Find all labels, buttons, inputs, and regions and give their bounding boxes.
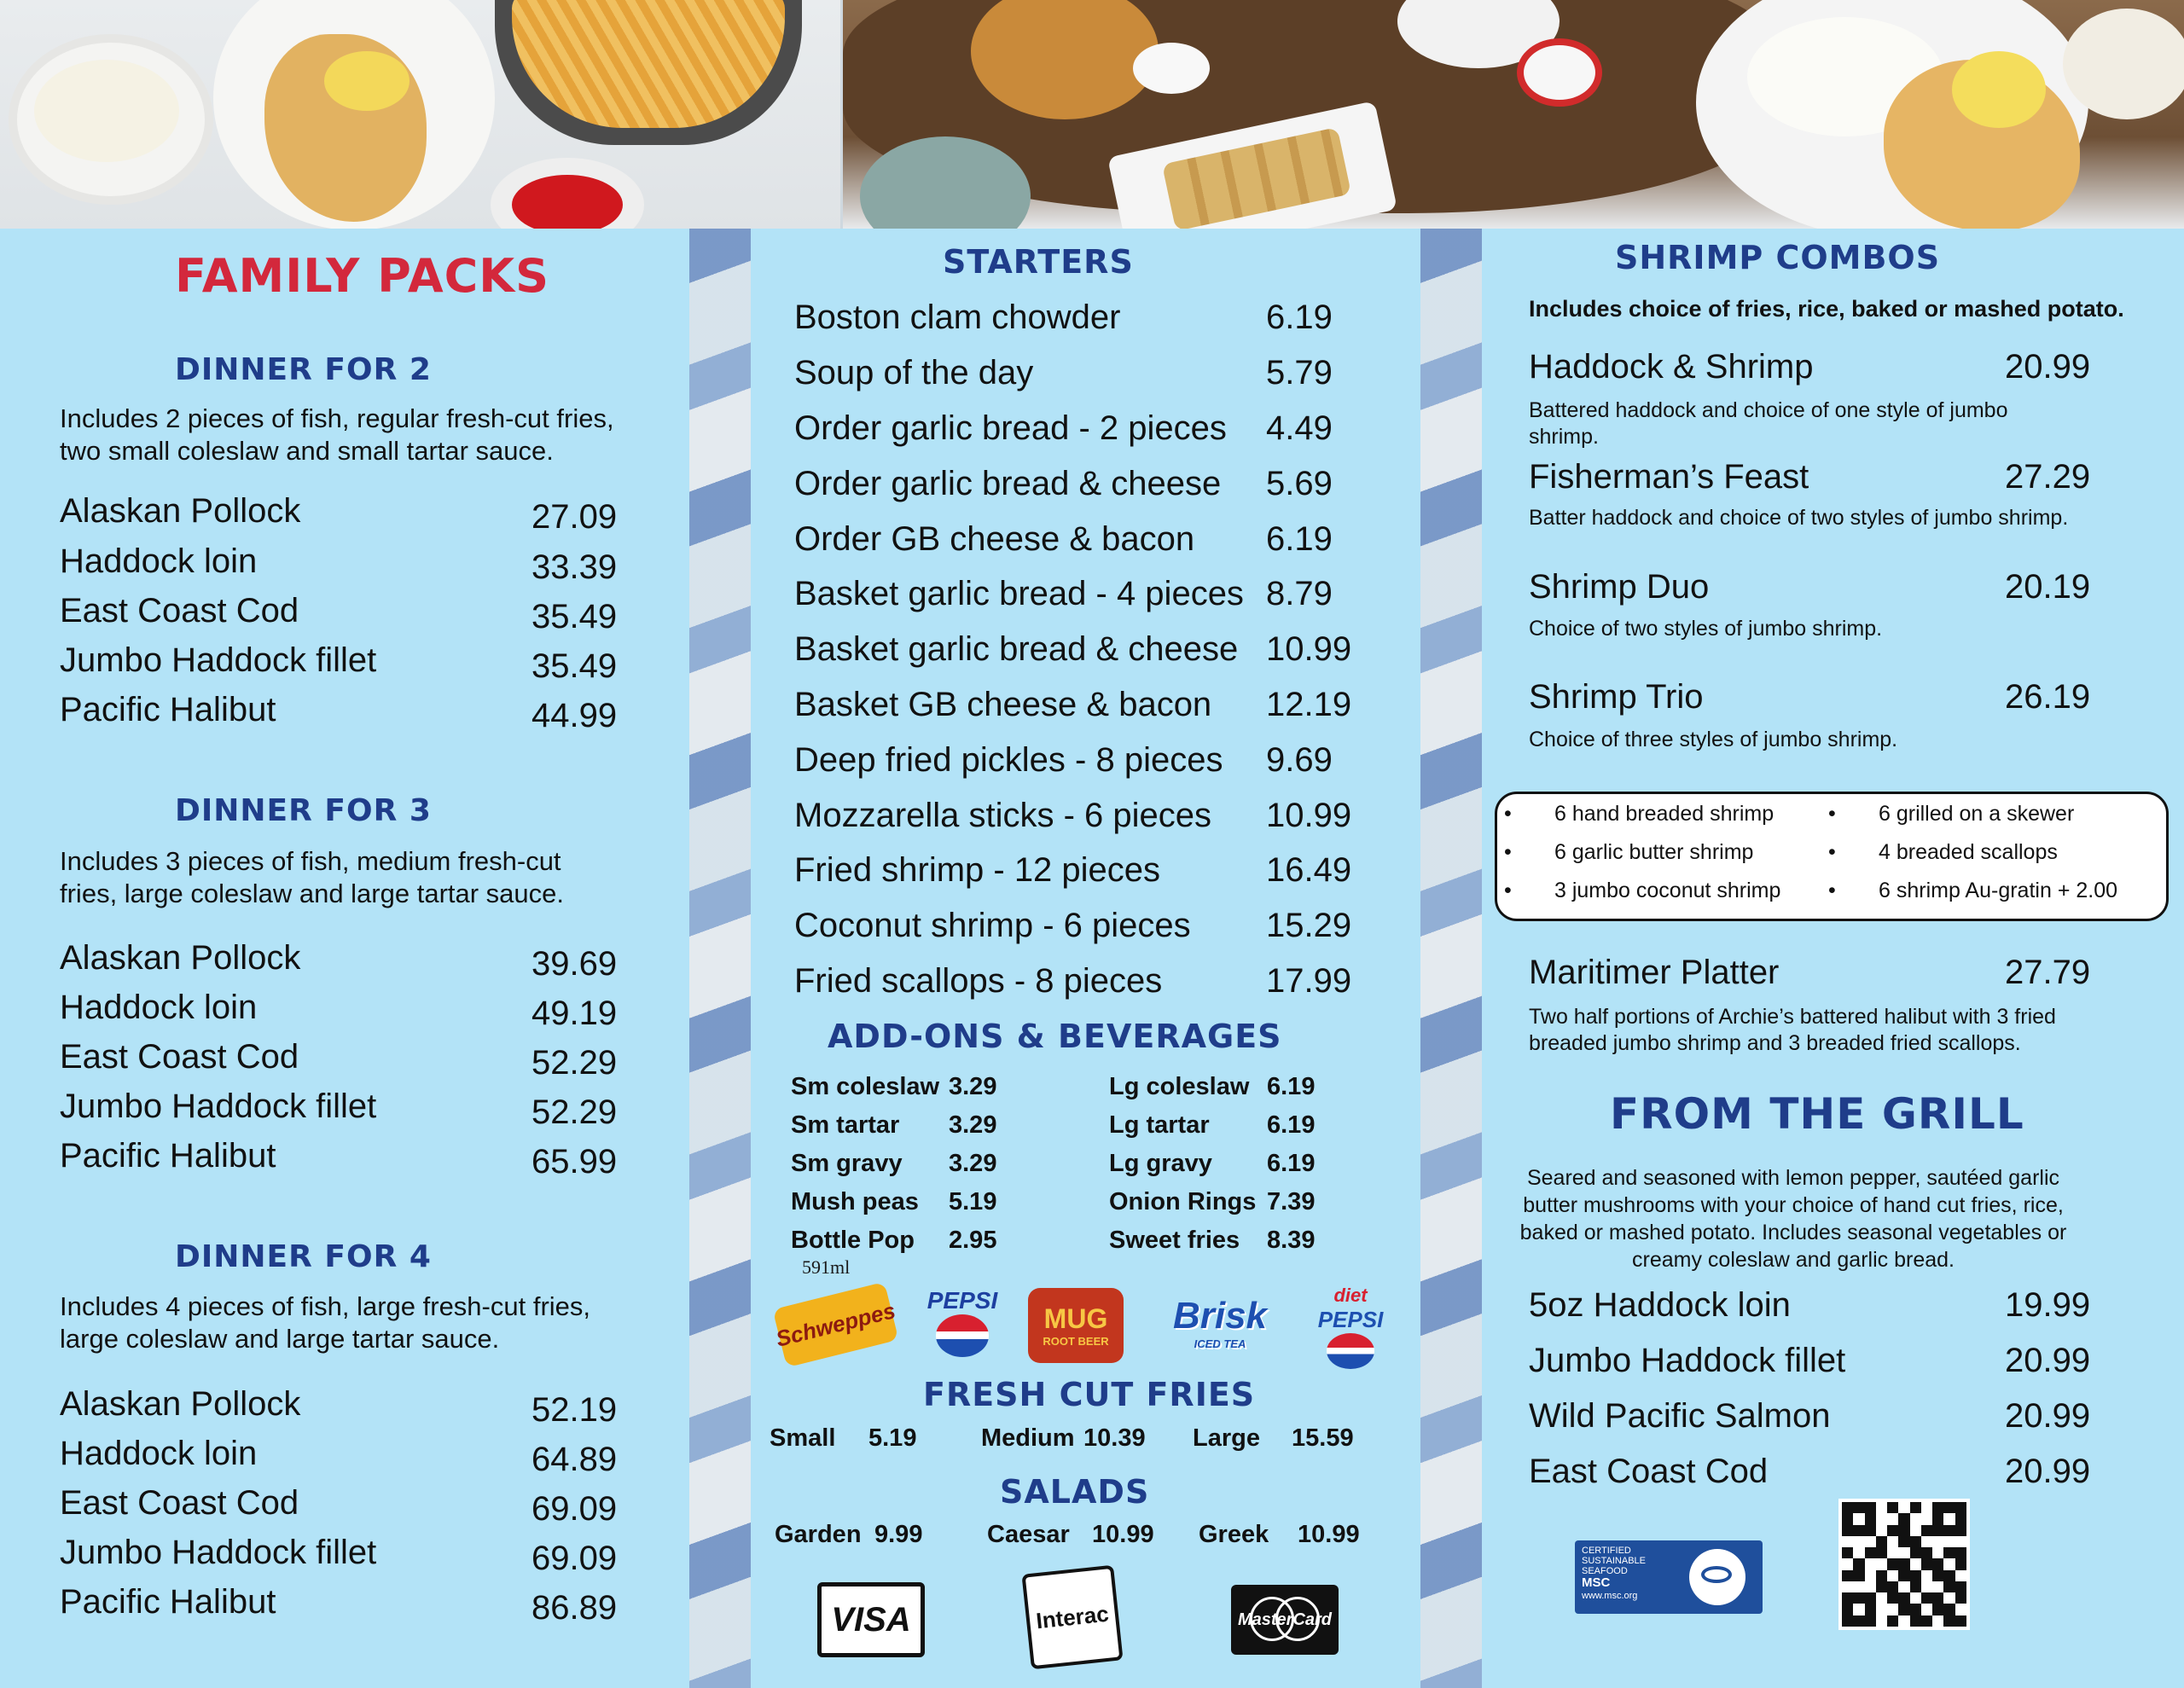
menu-item-name: Mozzarella sticks - 6 pieces <box>794 797 1212 834</box>
menu-item-name: 5oz Haddock loin <box>1529 1286 1791 1324</box>
addon-name: Bottle Pop <box>791 1227 915 1254</box>
addon-price: 7.39 <box>1267 1188 1316 1215</box>
grill-desc: baked or mashed potato. Includes seasonal vegetables or <box>1519 1221 2067 1244</box>
menu-item-price: 8.79 <box>1266 575 1333 612</box>
msc-fish-icon <box>1689 1549 1745 1605</box>
menu-item-name: East Coast Cod <box>1529 1453 1769 1490</box>
addon-price: 6.19 <box>1267 1150 1316 1177</box>
salad-price: 9.99 <box>874 1521 923 1548</box>
dinner-for-2-desc: Includes 2 pieces of fish, regular fresh-cut fries, <box>60 403 614 433</box>
menu-item-name: Basket GB cheese & bacon <box>794 686 1212 723</box>
addon-price: 8.39 <box>1267 1227 1316 1254</box>
pepsi-logo <box>911 1284 1014 1360</box>
addon-name: Lg tartar <box>1109 1111 1210 1139</box>
salads-title: SALADS <box>1000 1473 1150 1511</box>
menu-item-name: Basket garlic bread - 4 pieces <box>794 575 1244 612</box>
fish-background-strip <box>689 229 751 1688</box>
dinner-for-3-desc: Includes 3 pieces of fish, medium fresh-cut <box>60 846 561 876</box>
menu-item-price: 10.99 <box>1266 797 1352 834</box>
shrimp-style-option: 6 grilled on a skewer <box>1879 802 2075 826</box>
msc-text: MSC <box>1582 1575 1611 1591</box>
menu-item-price: 19.99 <box>2005 1286 2091 1324</box>
menu-item-desc: Two half portions of Archie’s battered halibut with 3 fried <box>1529 1005 2056 1029</box>
diet-pepsi-logo <box>1295 1284 1406 1369</box>
menu-item-name: Haddock & Shrimp <box>1529 348 1814 386</box>
from-the-grill-title: FROM THE GRILL <box>1610 1089 2024 1139</box>
mug-logo <box>1028 1288 1124 1363</box>
menu-item-price: 35.49 <box>531 647 618 685</box>
menu-item-name: Jumbo Haddock fillet <box>1529 1342 1846 1379</box>
fries-size-name: Small <box>770 1424 836 1452</box>
menu-item-name: East Coast Cod <box>60 1038 299 1076</box>
msc-text: SEAFOOD <box>1582 1566 1628 1577</box>
menu-item-price: 26.19 <box>2005 678 2091 716</box>
menu-item-name: Shrimp Trio <box>1529 678 1704 716</box>
menu-item-name: Pacific Halibut <box>60 1137 276 1175</box>
menu-item-name: Alaskan Pollock <box>60 492 301 530</box>
menu-item-price: 27.29 <box>2005 458 2091 496</box>
bullet-icon: • <box>1504 879 1512 902</box>
fries-size-price: 15.59 <box>1292 1424 1354 1452</box>
fries-size-price: 5.19 <box>868 1424 917 1452</box>
menu-item-name: Shrimp Duo <box>1529 568 1710 606</box>
menu-item-price: 16.49 <box>1266 851 1352 889</box>
fries-size-name: Medium <box>981 1424 1075 1452</box>
menu-item-price: 33.39 <box>531 548 618 586</box>
menu-item-name: Alaskan Pollock <box>60 1385 301 1423</box>
menu-item-price: 5.79 <box>1266 354 1333 392</box>
pepsi-globe-icon <box>936 1314 989 1357</box>
menu-item-price: 64.89 <box>531 1441 618 1478</box>
fries-title: FRESH CUT FRIES <box>923 1376 1256 1413</box>
food-photo-right <box>843 0 2184 229</box>
menu-item-price: 65.99 <box>531 1143 618 1180</box>
bullet-icon: • <box>1828 840 1836 864</box>
menu-item-name: Haddock loin <box>60 542 258 580</box>
dinner-for-4-desc: Includes 4 pieces of fish, large fresh-cut fries, <box>60 1291 591 1321</box>
menu-item-desc: Batter haddock and choice of two styles of jumbo shrimp. <box>1529 506 2069 530</box>
menu-item-price: 69.09 <box>531 1490 618 1528</box>
addon-name: Sm coleslaw <box>791 1073 940 1100</box>
menu-item-price: 52.29 <box>531 1093 618 1131</box>
menu-item-desc: shrimp. <box>1529 425 1599 449</box>
addon-name: Sm tartar <box>791 1111 900 1139</box>
menu-item-price: 52.29 <box>531 1044 618 1082</box>
addon-price: 6.19 <box>1267 1073 1316 1100</box>
menu-item-desc: Choice of two styles of jumbo shrimp. <box>1529 617 1883 641</box>
bullet-icon: • <box>1828 802 1836 826</box>
menu-item-name: East Coast Cod <box>60 1484 299 1522</box>
menu-item-desc: breaded jumbo shrimp and 3 breaded fried scallops. <box>1529 1031 2021 1055</box>
shrimp-style-option: 3 jumbo coconut shrimp <box>1554 879 1781 902</box>
shrimp-style-option: 4 breaded scallops <box>1879 840 2058 864</box>
menu-item-name: Soup of the day <box>794 354 1034 392</box>
brisk-wordmark: Brisk <box>1172 1294 1268 1337</box>
menu-item-name: Jumbo Haddock fillet <box>60 1088 377 1125</box>
salad-price: 10.99 <box>1298 1521 1360 1548</box>
menu-item-name: Boston clam chowder <box>794 299 1121 336</box>
fries-size-price: 10.39 <box>1083 1424 1146 1452</box>
addon-name: Lg gravy <box>1109 1150 1212 1177</box>
msc-text: CERTIFIED <box>1582 1546 1631 1556</box>
addon-price: 3.29 <box>949 1111 997 1139</box>
menu-item-price: 20.99 <box>2005 1342 2091 1379</box>
msc-label <box>1575 1540 1763 1614</box>
menu-item-name: Haddock loin <box>60 1435 258 1472</box>
dinner-for-4-title: DINNER FOR 4 <box>175 1239 432 1274</box>
menu-item-name: Jumbo Haddock fillet <box>60 1534 377 1571</box>
addon-price: 3.29 <box>949 1073 997 1100</box>
menu-item-price: 69.09 <box>531 1540 618 1577</box>
brisk-logo <box>1156 1288 1284 1356</box>
menu-item-price: 5.69 <box>1266 465 1333 502</box>
menu-item-name: Basket garlic bread & cheese <box>794 630 1239 668</box>
menu-item-price: 17.99 <box>1266 962 1352 1000</box>
grill-desc: creamy coleslaw and garlic bread. <box>1632 1248 1955 1272</box>
menu-item-desc: Battered haddock and choice of one style of jumbo <box>1529 398 2008 422</box>
diet-label: diet <box>1333 1284 1368 1306</box>
msc-text: SUSTAINABLE <box>1582 1556 1646 1567</box>
addon-name: Onion Rings <box>1109 1188 1257 1215</box>
menu-item-price: 49.19 <box>531 995 618 1032</box>
diet-pepsi-wordmark: PEPSI <box>1317 1306 1384 1332</box>
menu-item-price: 15.29 <box>1266 907 1352 944</box>
dinner-for-3-desc: fries, large coleslaw and large tartar sauce. <box>60 879 565 908</box>
mastercard-logo <box>1231 1585 1339 1655</box>
menu-item-name: East Coast Cod <box>60 592 299 629</box>
mastercard-wordmark: MasterCard <box>1237 1610 1333 1629</box>
menu-item-name: Pacific Halibut <box>60 691 276 728</box>
menu-item-name: Fried scallops - 8 pieces <box>794 962 1163 1000</box>
addon-price: 2.95 <box>949 1227 997 1254</box>
iced-tea-label: ICED TEA <box>1194 1337 1246 1350</box>
shrimp-style-option: 6 garlic butter shrimp <box>1554 840 1754 864</box>
interac-logo: Interac <box>1021 1565 1123 1670</box>
menu-item-desc: Choice of three styles of jumbo shrimp. <box>1529 728 1898 751</box>
salad-name: Caesar <box>987 1521 1070 1548</box>
msc-text: www.msc.org <box>1582 1590 1638 1601</box>
menu-item-price: 12.19 <box>1266 686 1352 723</box>
menu-item-price: 6.19 <box>1266 299 1333 336</box>
menu-item-name: Alaskan Pollock <box>60 939 301 977</box>
bullet-icon: • <box>1828 879 1836 902</box>
addon-name: Lg coleslaw <box>1109 1073 1250 1100</box>
menu-item-price: 27.79 <box>2005 954 2091 991</box>
menu-item-name: Deep fried pickles - 8 pieces <box>794 741 1223 779</box>
menu-item-name: Haddock loin <box>60 989 258 1026</box>
dinner-for-2-title: DINNER FOR 2 <box>175 352 432 387</box>
shrimp-combos-title: SHRIMP COMBOS <box>1615 239 1941 276</box>
menu-item-name: Order GB cheese & bacon <box>794 520 1195 558</box>
addons-title: ADD-ONS & BEVERAGES <box>828 1018 1282 1055</box>
salad-name: Garden <box>775 1521 862 1548</box>
dinner-for-4-desc: large coleslaw and large tartar sauce. <box>60 1324 500 1354</box>
menu-item-price: 44.99 <box>531 697 618 734</box>
addon-name: Sweet fries <box>1109 1227 1240 1254</box>
grill-desc: butter mushrooms with your choice of hand cut fries, rice, <box>1523 1193 2064 1217</box>
bullet-icon: • <box>1504 840 1512 864</box>
menu-item-name: Jumbo Haddock fillet <box>60 641 377 679</box>
addon-price: 5.19 <box>949 1188 997 1215</box>
grill-desc: Seared and seasoned with lemon pepper, sautéed garlic <box>1526 1166 2060 1190</box>
menu-item-price: 10.99 <box>1266 630 1352 668</box>
visa-logo: VISA <box>817 1582 925 1657</box>
menu-item-price: 20.99 <box>2005 1453 2091 1490</box>
fries-size-name: Large <box>1193 1424 1260 1452</box>
pepsi-globe-icon <box>1327 1333 1374 1369</box>
menu-item-name: Order garlic bread - 2 pieces <box>794 409 1227 447</box>
pepsi-wordmark: PEPSI <box>926 1287 998 1314</box>
menu-item-name: Wild Pacific Salmon <box>1529 1397 1831 1435</box>
dinner-for-2-desc: two small coleslaw and small tartar sauce. <box>60 436 554 466</box>
mug-wordmark: MUG <box>1043 1303 1108 1334</box>
starters-title: STARTERS <box>943 243 1134 281</box>
menu-item-price: 27.09 <box>531 498 618 536</box>
bottle-size-note: 591ml <box>802 1256 851 1278</box>
addon-name: Mush peas <box>791 1188 919 1215</box>
salad-price: 10.99 <box>1092 1521 1154 1548</box>
root-beer-label: ROOT BEER <box>1043 1335 1109 1348</box>
menu-item-price: 35.49 <box>531 598 618 635</box>
menu-item-name: Order garlic bread & cheese <box>794 465 1222 502</box>
menu-item-price: 20.19 <box>2005 568 2091 606</box>
menu-item-price: 9.69 <box>1266 741 1333 779</box>
menu-item-price: 86.89 <box>531 1589 618 1627</box>
shrimp-combos-subtitle: Includes choice of fries, rice, baked or mashed potato. <box>1529 296 2124 322</box>
menu-item-name: Fried shrimp - 12 pieces <box>794 851 1161 889</box>
menu-item-price: 39.69 <box>531 945 618 983</box>
menu-item-price: 20.99 <box>2005 1397 2091 1435</box>
menu-item-price: 20.99 <box>2005 348 2091 386</box>
schweppes-logo: Schweppes <box>773 1282 899 1368</box>
qr-code-icon[interactable] <box>1838 1499 1970 1630</box>
addon-price: 3.29 <box>949 1150 997 1177</box>
food-photo-left <box>0 0 840 229</box>
bullet-icon: • <box>1504 802 1512 826</box>
menu-item-name: Fisherman’s Feast <box>1529 458 1809 496</box>
menu-item-name: Maritimer Platter <box>1529 954 1780 991</box>
salad-name: Greek <box>1199 1521 1269 1548</box>
menu-item-name: Coconut shrimp - 6 pieces <box>794 907 1191 944</box>
shrimp-style-option: 6 shrimp Au-gratin + 2.00 <box>1879 879 2118 902</box>
family-packs-title: FAMILY PACKS <box>175 249 549 303</box>
menu-item-price: 4.49 <box>1266 409 1333 447</box>
addon-price: 6.19 <box>1267 1111 1316 1139</box>
menu-item-price: 52.19 <box>531 1391 618 1429</box>
shrimp-style-option: 6 hand breaded shrimp <box>1554 802 1774 826</box>
menu-item-price: 6.19 <box>1266 520 1333 558</box>
menu-item-name: Pacific Halibut <box>60 1583 276 1621</box>
dinner-for-3-title: DINNER FOR 3 <box>175 793 432 828</box>
fish-background-strip <box>1420 229 1482 1688</box>
addon-name: Sm gravy <box>791 1150 903 1177</box>
